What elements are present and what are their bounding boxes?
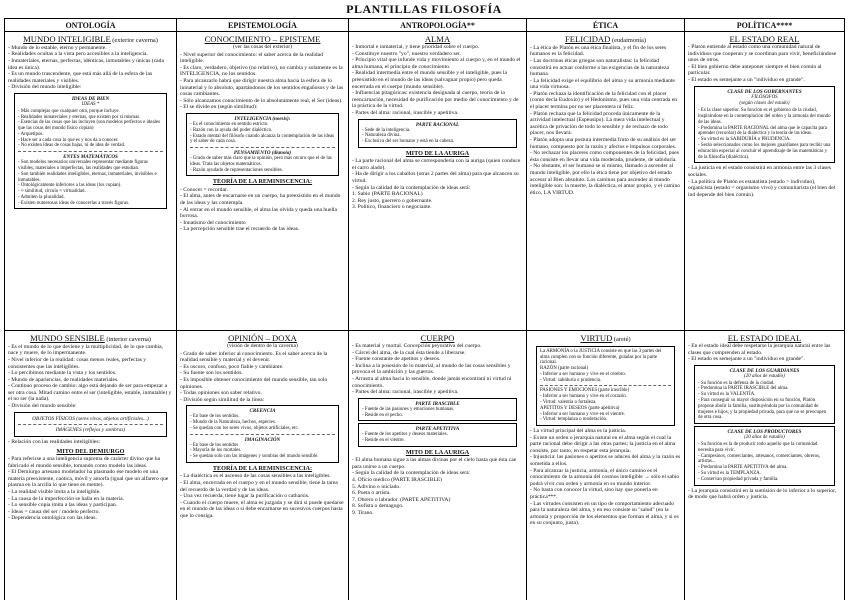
text-line: - El estado es semejante a un "individuo en grande".	[688, 76, 805, 83]
text-line: - Las doctrinas éticas griegas son naturalistas: la felicidad consistirá en actuar conforme a las exigencias de la naturaleza humana.	[530, 57, 669, 78]
heading-text: MUNDO INTELIGIBLE	[23, 34, 111, 44]
text-line: - Platón rechaza que la felicidad proceda únicamente de la actividad intelectual (Espeusipo). La mera vida intelectual y ascética de privación de todo lo sensible y de rechazo de todo placer, nos llevará.	[530, 110, 668, 137]
text-line: - Arquetipos.	[18, 131, 44, 137]
cell-estado-ideal	[685, 331, 845, 600]
text-line: - Influencias pitagóricas: existencia designada al cuerpo, teoría de la reencarnación, necesidad de purificación por medio del conocimiento y de la práctica de la virtud.	[352, 90, 519, 110]
text-line: - Es un mundo trascendente, que está más allá de la esfera de las realidades materiales y visibles.	[8, 71, 153, 84]
text-line: - Sólo alcanzamos conocimiento de lo absolutamente real, el Ser (ideas).	[180, 97, 343, 104]
text-line: - Reside en el vientre.	[362, 438, 405, 444]
cell-subtitle: (visión de dentro de la caverna)	[227, 343, 298, 350]
box-divider	[18, 151, 163, 152]
line-list-2	[180, 187, 345, 233]
line-list-2	[180, 473, 345, 519]
text-line: - Serán seleccionados como los mejores guardianes para recibir una educación especial al concluir el aprendizaje de las matemáticas y de la filosofía (dialéctica).	[698, 143, 831, 160]
box-subtitle: FILÓSOFOS	[751, 94, 778, 100]
text-line: - Inferior a ser humano y vive en el vientre.	[540, 411, 626, 417]
armonia-box	[536, 346, 675, 426]
text-line: - Naturaleza divina.	[362, 133, 401, 139]
text-line: - ≈ similitud, círculo ≈ virtualidad.	[18, 189, 86, 195]
cell-mundo-sensible	[5, 331, 177, 600]
heading-text: EL ESTADO REAL	[729, 34, 800, 44]
row-upper	[5, 32, 845, 331]
text-line: - Mayoría de los mortales.	[190, 448, 242, 454]
text-line: - El bien gobierno debe anteponer siempre el bien común al particular.	[688, 63, 822, 77]
text-line: - Una vez recuerda, tiene lugar la purificación o catharsis.	[180, 493, 310, 500]
cell-title	[530, 334, 681, 344]
line-list	[530, 428, 681, 527]
text-line: - Su función es la de producir todo aquello que la comunidad necesita para vivir.	[698, 442, 818, 453]
text-line: - Inferior a ser humano y vive en el cerebro.	[540, 371, 627, 377]
heading-text: CUERPO	[420, 333, 455, 343]
box-title: PARTE APETITIVA	[415, 426, 460, 433]
text-line: - Arrastra al alma hacia lo sensible, donde jamás encontrará ni virtud ni conocimiento.	[352, 375, 512, 389]
header-ontologia: ONTOLOGÍA	[5, 19, 177, 32]
box-title: INTELIGENCIA (noesis):	[234, 115, 291, 122]
heading-sub: (interior caverna)	[104, 336, 151, 343]
text-line: - Grado de saber inferior al conocimiento. Es el saber acerca de la realidad sensible y material y el devenir.	[180, 350, 328, 364]
text-line: - Todas opiniones son saber relativo.	[180, 390, 262, 397]
text-line: APETITOS Y DESEOS (parte apetitiva)	[540, 405, 620, 411]
text-line: - Es el mundo de lo que deviene y la multiplicidad, de lo que cambia, nace y muere, de lo impermanente.	[8, 343, 164, 357]
cell-title	[8, 35, 173, 45]
box-lines	[362, 128, 513, 145]
section-heading: MITO DEL DEMIURGO	[56, 447, 125, 455]
text-line: - La ética de Platón es una ética finalista, y el fin de los seres humanos es la felicidad.	[530, 44, 667, 58]
text-line: - Es el conocimiento en sentido estricto.	[190, 121, 269, 127]
text-line: - Cárcel del alma, de la cual ésta tiende a liberarse.	[352, 349, 466, 356]
text-line: - Existe un orden o jerarquía natural en el alma según el cual la parte racional debe dirigir a las otras partes; la justicia en el alma consiste, por tanto, en respetar esta jerarquía.	[530, 434, 676, 454]
box-lines-2	[18, 160, 163, 206]
text-line: - Más complejas que cualquier otra, porque incluye.	[18, 108, 120, 114]
text-line: - El se divide en (según similitud):	[180, 104, 258, 111]
line-list-2	[352, 158, 523, 211]
heading-text: FELICIDAD	[564, 34, 611, 44]
text-line: - No basta con conocer la virtud, sino hay que ponerla en práctica***.	[530, 487, 658, 501]
text-line: - Razón con la ayuda del poder dialéctico.	[190, 127, 273, 133]
box-title: CLASE DE LOS GUARDIANES	[729, 367, 800, 374]
line-list-2	[352, 457, 523, 516]
line-list-2	[688, 488, 841, 501]
parte-apetitiva-box	[358, 423, 517, 447]
text-line: - Admiten la pluralidad.	[18, 194, 65, 200]
text-line: - La dialéctica es el ascenso de las cosas sensibles a las inteligibles.	[180, 473, 331, 480]
text-line: - Sede de la inteligencia.	[362, 127, 411, 133]
objetos-fisicos: OBJETOS FÍSICOS (seres vivos, objetos artificiales...)	[32, 415, 149, 422]
text-line: - Dependencia ontológica con las ideas.	[8, 515, 97, 522]
heading-text: OPINIÓN – DOXA	[228, 333, 297, 343]
text-line: - Para alcanzar la justicia, armonía, el único camino es el conocimiento de la armonía del cosmos inteligible → sólo el sabio podrá vivir con orden y armonía en su mundo interior.	[530, 467, 680, 487]
line-list	[352, 343, 523, 396]
text-line: - Conservan propiedad privada y familia.	[698, 476, 779, 482]
line-list	[8, 45, 173, 91]
text-line: - Es imposible obtener conocimiento del mundo sensible, tan solo opiniones.	[180, 376, 328, 390]
text-line: 7. Obrero o labrador. (PARTE APETITIVA)	[352, 496, 451, 503]
text-line: - Partes del alma: racional, irascible y apetitiva.	[352, 389, 459, 396]
text-line: 8. Sofista o demagogo.	[352, 503, 404, 510]
text-line: - Su virtud es la VALENTÍA.	[698, 392, 756, 398]
text-line: - Virtud: valentía o fortaleza.	[540, 399, 597, 405]
text-line: - Virtud: sabiduría o prudencia.	[540, 377, 602, 383]
cell-mundo-inteligible	[5, 32, 177, 331]
line-list	[688, 343, 841, 363]
text-line: - Inmateriales, eternas, perfectas, idénticas, inmutables y únicas (cada idea es única).	[8, 57, 164, 71]
box-lines	[540, 349, 671, 384]
box-lines	[190, 122, 335, 145]
box-subtitle-2: (según clases del estado)	[739, 101, 790, 107]
philosophy-table	[4, 18, 845, 600]
box-title-2: IMAGINACIÓN	[244, 436, 281, 443]
text-line: 5. Adivino o iniciado.	[352, 483, 401, 490]
line-list-3	[8, 456, 173, 522]
box-divider	[18, 424, 163, 425]
text-line: - Relación con las realidades inteligibles:	[8, 439, 101, 446]
cell-opinion	[177, 331, 349, 600]
text-line: 9. Tirano.	[352, 509, 374, 516]
text-line: - Fuente de las pasiones y emociones humanas.	[362, 406, 455, 412]
cell-title	[688, 334, 841, 343]
text-line: 2. Rey justo, guerrero o gobernante.	[352, 197, 433, 204]
productores-box	[694, 426, 835, 485]
text-line: - El estado es semejante a un "individuo en grande".	[688, 356, 805, 363]
text-line: - Campesinos, comerciantes, artesanos, comerciantes, obreros, artistas...	[698, 453, 821, 465]
line-list	[180, 52, 345, 111]
box-divider	[190, 434, 335, 435]
box-lines-2	[540, 388, 671, 423]
text-line: - Nivel superior del conocimiento: el saber acerca de la realidad inteligible.	[180, 51, 323, 65]
text-line: - Son modelos necesarios universales representar mediante figuras visibles, materiales o imperfectas, las realidades que estudian.	[18, 160, 148, 172]
document-title: PLANTILLAS FILOSOFÍA	[346, 2, 502, 16]
section-heading: MITO DE LA AURIGA	[405, 448, 470, 456]
text-line: - En base de los sentidos	[190, 442, 239, 448]
text-line: - En el estado ideal debe respetarse la jerarquía natural entre las clases que comprenden al estado.	[688, 343, 831, 356]
header-antropologia: ANTROPOLOGÍA**	[349, 19, 527, 32]
box-subtitle: (20 años de estudio)	[744, 373, 785, 379]
text-line: - Fuente constante de apetitos y deseos.	[352, 356, 441, 363]
heading-text: MUNDO SENSIBLE	[30, 333, 105, 343]
text-line: - Su virtud es la SABIDURÍA o PRUDENCIA.	[698, 137, 791, 143]
box-lines	[698, 108, 831, 160]
text-line: - Para alcanzarlo habrá que dirigir nuestra alma hacia la esfera de lo inmaterial y lo absoluto, apartándonos de los sentidos engañosos y de las cosas cambiantes.	[180, 77, 344, 98]
box-lines	[362, 407, 513, 419]
text-line: - Principio vital que infunde vida y movimiento al cuerpo y, en el mundo el alma humana, el principio de conocimiento.	[352, 57, 521, 70]
text-line: - División según similitud de la línea:	[180, 396, 265, 403]
noesis-box	[186, 113, 339, 176]
cell-cuerpo	[349, 331, 527, 600]
text-line: - La parte racional del alma se correspondería con la auriga (quien conduce el carro alado).	[352, 158, 521, 171]
text-line: - Hace ser a cada cosa lo que es y nos da a conocer.	[18, 137, 119, 143]
text-line: - Al entrar en el mundo sensible, el alma las olvida y queda una huella borrosa.	[180, 206, 338, 220]
box-lines	[18, 109, 163, 149]
text-line: - Se quedan con los seres vivos, objetos artificiales, etc.	[190, 425, 299, 431]
heading-sub: (areté)	[612, 336, 631, 343]
header-row	[5, 19, 845, 32]
text-line: - La jerarquía consistirá en la sumisión de lo inferior a lo superior, de modo que habrá orden y justicia.	[688, 487, 837, 501]
heading-text: EL ESTADO IDEAL	[727, 333, 802, 343]
sensible-division-box	[14, 412, 167, 438]
text-line: - Estado mental del filósofo cuando alcanza la contemplación de las ideas y el saber de cada cosa.	[190, 133, 335, 145]
text-line: - Virtud: templanza o moderación.	[540, 417, 608, 423]
line-list-2	[688, 165, 841, 198]
text-line: - Predomina la PARTE RACIONAL del alma que le capacita para aprender (recordar) de la dialéctica y la teoría de las ideas.	[698, 125, 827, 137]
creencia-box	[186, 405, 339, 463]
text-line: PASIONES Y EMOCIONES (parte irascible)	[540, 388, 630, 394]
cell-title	[688, 35, 841, 44]
cell-title	[530, 35, 681, 45]
box-title-2: PENSAMIENTO (dianoia)	[233, 150, 292, 157]
box-lines-2	[190, 443, 335, 460]
text-line: - La causa de la imperfección se halla en la materia.	[8, 495, 125, 502]
box-lines	[190, 414, 335, 431]
text-line: - No obstante, el ser humano se sí mismo, llamado a ascender al mundo inteligible, por ello la ética tiene por objetivo del estado accesar al Bien absoluto. Los caminos para ascender al mundo inteligible son: la muerte, la dialéctica, el amor propio, y el camino ético, LA VIRTUD.	[530, 163, 681, 196]
line-list	[8, 344, 173, 410]
text-line: - La percepción sensible trae el recuerdo de las ideas.	[180, 226, 300, 233]
text-line: - Constituye nuestro "yo", nuestro verdadero ser.	[352, 50, 461, 57]
text-line: - Esencias de las cosas que las incluyen (son modelos perfectos e ideales que las cosas del mundo físico copian)	[18, 120, 161, 132]
section-heading: TEORÍA DE LA REMINISCENCIA:	[212, 178, 313, 186]
parte-irascible-box	[358, 398, 517, 422]
text-line: - Fuente de los apetitos y deseos materiales.	[362, 432, 448, 438]
text-line: 3. Político, financiero o negociante.	[352, 204, 432, 211]
text-line: - Se quedan solo con las imágenes y sombras del mundo sensible.	[190, 454, 319, 460]
line-list	[180, 351, 345, 404]
header-epistemologia: EPISTEMOLOGÍA	[177, 19, 349, 32]
box-lines-2	[190, 156, 335, 173]
text-line: - Realidades ocultas a la vista pero accesibles a la inteligencia.	[8, 51, 148, 58]
box-title: CLASE DE LOS PRODUCTORES	[727, 429, 802, 436]
text-line: - En base de los sentidos.	[190, 414, 240, 420]
text-line: - Realidades inmateriales y eternas, que existen por sí mismas.	[18, 114, 141, 120]
line-list-2	[8, 439, 173, 446]
text-line: - Platón adopta una postura intermedia fruto de su análisis del ser humano, compuesto por la razón y afectos e impulsos corporales.	[530, 137, 677, 150]
heading-text: CONOCIMIENTO – EPISTEME	[204, 34, 321, 44]
section-heading: MITO DE LA AURIGA	[405, 149, 470, 157]
box-divider	[540, 385, 671, 386]
text-line: - Lo sensible copia imita a las ideas y participan.	[8, 502, 118, 509]
box-title: PARTE RACIONAL	[415, 121, 460, 128]
box-title: CLASE DE LOS GOBERNANTES	[727, 88, 802, 95]
text-line: - División del mundo sensible:	[8, 403, 77, 410]
cell-virtud	[527, 331, 685, 600]
guardianes-box	[694, 365, 835, 424]
box-lines	[698, 442, 831, 482]
section-heading: TEORÍA DE LA REMINISCENCIA:	[212, 465, 313, 473]
text-line: - La realidad visible imita a la inteligible.	[8, 489, 101, 496]
box-title: CREENCIA	[249, 408, 276, 415]
text-line: 4. Oficio médico (PARTE IRASCIBLE)	[352, 476, 443, 483]
text-line: 6. Poeta o artista.	[352, 490, 391, 497]
heading-sub: (exterior caverna)	[110, 37, 158, 44]
text-line: - Son también realidades inteligibles, eternas, inmateriales, invisibles e inmutables.	[18, 171, 157, 183]
line-list	[688, 44, 841, 84]
text-line: - Según la calidad de la contemplación de ideas será:	[352, 470, 471, 477]
text-line: - El alma humana sigue a las almas divinas por el cielo hasta que ésta cae para unirse a un cuerpo.	[352, 457, 517, 470]
text-line: - Ideas = causa del ser / modelo perfecto.	[8, 508, 100, 515]
text-line: - Ontológicamente inferiores a las ideas (los copian).	[18, 183, 122, 189]
text-line: - Para conseguir su mayor disposición en su función, Platón propone abolir la familia, sustituyéndola por la comunidad de mujeres e hijos, y la propiedad privada, para que no se preocupen de otra cosa.	[698, 398, 827, 421]
cell-title	[180, 334, 345, 343]
cell-title	[352, 35, 523, 44]
text-line: - Conocer = recordar.	[180, 186, 228, 193]
text-line: - Es material y mortal. Concepción peyorativa del cuerpo.	[352, 343, 482, 350]
text-line: - Razón ayudado de representaciones sensibles.	[190, 167, 283, 173]
text-line: - No existen ideas de cosas bajas, ni de idea de verdad.	[18, 143, 126, 149]
cell-title	[352, 334, 523, 343]
parte-racional-box	[358, 119, 517, 148]
text-line: - Cuando el cuerpo muere, el alma es juzgada y se dirá si puede quedarse en el mundo de las ideas o si debe encarnarse en sucesivos cuerpos hasta que lo consiga.	[180, 499, 344, 519]
cell-estado-real	[685, 32, 845, 331]
text-line: - División del mundo inteligible:	[8, 84, 82, 91]
text-line: - Exclusiva del ser humano y está en la cabeza.	[362, 139, 455, 145]
gobernantes-box	[694, 86, 835, 164]
text-line: - Inferior a ser humano y vive en el corazón.	[540, 394, 627, 400]
text-line: - Su función es la defensa de la ciudad.	[698, 380, 775, 386]
text-line: - Innatismo del conocimiento	[180, 219, 246, 226]
text-line: - Realidad intermedia entre el mundo sensible y el inteligible, pues la preexistido en el mundo de las ideas (salvaguar propio) pero queda encerrada en el cuerpo (mundo sensible).	[352, 70, 508, 90]
box-subtitle: (20 años de estudio)	[744, 435, 785, 441]
box-title: IDEAS DE BIEN	[71, 95, 110, 102]
text-line: La ARMONÍA o la JUSTICIA consiste en que las 3 partes del alma cumplen con su función diferente, guiadas por la parte racional.	[540, 348, 662, 366]
box-title: PARTE IRASCIBLE	[415, 400, 460, 407]
text-line: - Su virtud es la TEMPLANZA.	[698, 470, 761, 476]
text-line: - El alma, antes de encarnarse en un cuerpo, ha preexistido en el mundo de las ideas y las contempla.	[180, 193, 341, 206]
row-lower	[5, 331, 845, 600]
text-line: - Mundo de lo estable, eterno y permanente.	[8, 44, 107, 51]
text-line: - Platón entiende al estado como una comunidad natural de individuos que cooperan y se coordinan para vivir, beneficiándose unos de otros.	[688, 44, 837, 64]
text-line: - Mundo de la Naturaleza, hechos, especies.	[190, 420, 276, 426]
cell-subtitle: (ver las cosas del exterior)	[232, 44, 293, 51]
text-line: - Lo percibimos mediante la vista y los sentidos.	[8, 370, 117, 377]
text-line: - Inclina a la posesión de lo material, al mundo de las cosas sensibles y provoca el la ambición y las guerras.	[352, 362, 511, 376]
text-line: - Partes del alma: racional, irascible y apetitiva.	[352, 109, 459, 116]
text-line: - El Demiurgo artesano modelador ha plasmado ese modelo en una materia preexistente, caótica, móvil y amorfa (igual que un alfarero que plasma en la arcilla lo que tiene en mente).	[8, 469, 169, 489]
line-list	[352, 44, 523, 117]
text-line: - Predomina la PARTE APETITIVA del alma.	[698, 465, 788, 471]
text-line: - Para referirse a una inteligencia suprema de carácter divino que ha fabricado el mundo sensible, tomando como modelo las ideas.	[8, 456, 161, 469]
text-line: - Nivel inferior de la realidad: cosas menos reales, perfectas y consistentes que las inteligibles.	[8, 356, 147, 370]
cell-title	[8, 334, 173, 344]
heading-text: VIRTUD	[580, 333, 613, 343]
header-etica: ÉTICA	[527, 19, 685, 32]
text-line: - Su fuente son los sentidos.	[180, 370, 243, 377]
text-line: - Ha de dirigir a los caballos (otras 2 partes del alma) para que alcancen su virtud.	[352, 171, 519, 184]
box-lines	[698, 381, 831, 421]
heading-text: ALMA	[424, 34, 451, 44]
cell-felicidad	[527, 32, 685, 331]
line-list	[530, 45, 681, 197]
text-line: - Injusticia: las pasiones o apetitos se aducen del alma y la razón es sometida a ellos.	[530, 454, 681, 468]
box-title-2: ENTES MATEMÁTICOS	[63, 154, 118, 161]
header-politica: POLÍTICA****	[685, 19, 845, 32]
text-line: - Continuo proceso de cambio: algo está dejando de ser para empezar a ser otra cosa. Mitad camino entre el ser (inteligible, estable, inmutable) y el no ser (la nada).	[8, 383, 172, 403]
box-divider	[190, 147, 335, 148]
box-subtitle: IDEAS *	[81, 101, 100, 107]
text-line: - Según la calidad de la contemplación de ideas será:	[352, 184, 471, 191]
text-line: - La felicidad exige el equilibrio del alma y su armonía mediante una vida virtuosa.	[530, 77, 675, 91]
ideas-box	[14, 93, 167, 210]
text-line: - Predomina la PARTE IRASCIBLE del alma.	[698, 386, 789, 392]
text-line: - El alma, encerrada en el cuerpo y en el mundo sensible, tiene la tarea del recuerdo de la verdad y de las ideas.	[180, 479, 338, 493]
text-line: - La política de Platón es estatalista (estado > individuo), organicista (estado = organismo vivo) y comunitarista (el bien del ind depende del bien común).	[688, 178, 836, 198]
text-line: - Mundo de apariencias, de realidades materiales.	[8, 376, 119, 383]
text-line: - Inmortal e inmaterial, y tiene prioridad sobre el cuerpo.	[352, 44, 480, 51]
text-line: - Reside en el pecho.	[362, 412, 403, 418]
text-line: RAZÓN (parte racional)	[540, 366, 589, 372]
text-line: - Las virtudes consisten en un tipo de comportamiento adecuado para la naturaleza del alma, y en eso consiste su "salud" (en la armonía y proporción de los elementos que forman el alma, y si es en su conjunto, justa).	[530, 500, 679, 527]
cell-title	[180, 35, 345, 44]
text-line: - Existen numerosas ideas de conocerlas a través figuras.	[18, 200, 130, 206]
text-line: 1. Sabio (PARTE RACIONAL)	[352, 191, 423, 198]
text-line: - Es claro, verdadero, objetivo (no relativo), no cambia y solamente es la INTELIGENCIA, no los sentidos.	[180, 64, 343, 78]
text-line: - Es la clase superior. Su función es el gobierno de la ciudad, inspirándose en la contemplación del orden y la armonía del mundo de las ideas.	[698, 108, 831, 125]
cell-conocimiento	[177, 32, 349, 331]
text-line: - Grado de saber más claro que la opinión, pero más oscuro que el de las ideas. Trata las objetos matemáticos.	[190, 156, 332, 167]
text-line: - Es oscuro, confuso, poco fiable y cambiante.	[180, 363, 284, 370]
cell-alma	[349, 32, 527, 331]
text-line: - La virtud principal del alma es la justicia.	[530, 428, 627, 435]
text-line: - Platón rechaza la identificación de la felicidad con el placer (como decía Eudoxio) y el Hedonismo, pues una vida centrada en el placer termina por no ser placentera ni feliz.	[530, 90, 678, 111]
imagenes: IMÁGENES (reflejos y sombras)	[55, 426, 126, 433]
text-line: - No rechazar los placeres como componentes de la felicidad, pues ésta consiste en llevar una vida moderada, prudente, de sabiduría.	[530, 150, 679, 163]
box-lines	[362, 432, 513, 444]
text-line: - La justicia en el estado consistirá en armonía entre las 3 clases sociales.	[688, 165, 831, 178]
heading-sub: (eudaimonía)	[610, 37, 647, 44]
